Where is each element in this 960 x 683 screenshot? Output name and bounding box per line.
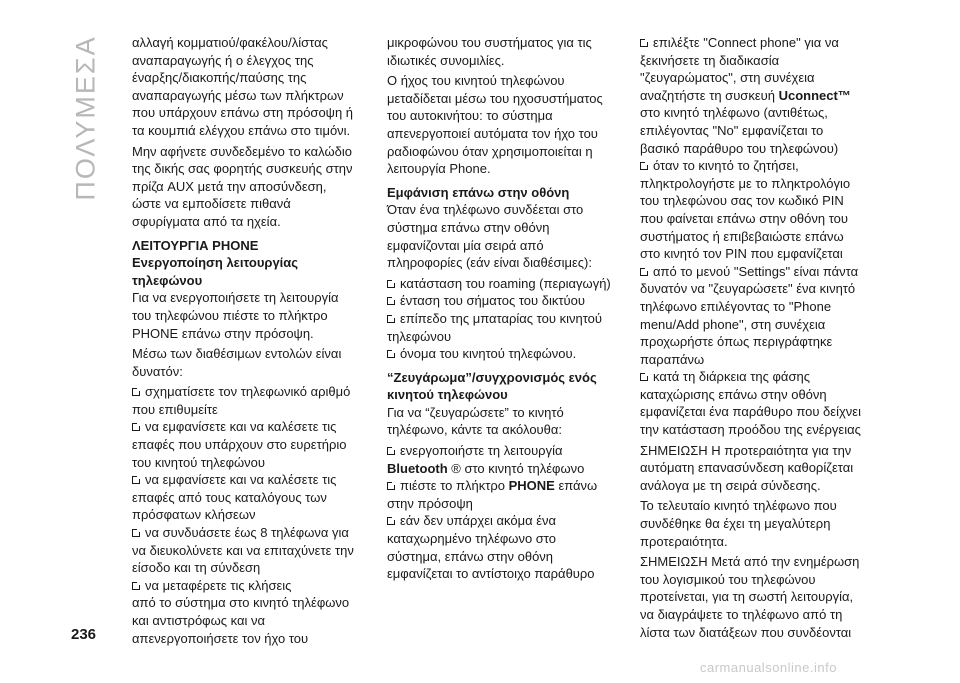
- paragraph: Μέσω των διαθέσιμων εντολών είναι δυνατόν:: [132, 346, 342, 379]
- text-column-1: [132, 34, 358, 647]
- bullet-icon: [132, 388, 140, 396]
- bullet-icon: [387, 517, 395, 525]
- section-heading: “Ζευγάρωμα”/συγχρονισμός ενός κινητού τηλεφώνου: [387, 369, 597, 403]
- list-item: πιέστε το πλήκτρο PHONE επάνω στην πρόσοψη: [387, 478, 598, 511]
- list-item: να εμφανίσετε και να καλέσετε τις επαφές που υπάρχουν στο ευρετήριο του κινητού τηλεφώνου: [132, 419, 347, 470]
- list-item: να εμφανίσετε και να καλέσετε τις επαφές από τους καταλόγους των πρόσφατων κλήσεων: [132, 472, 337, 523]
- bullet-icon: [387, 280, 395, 288]
- list-item: να συνδυάσετε έως 8 τηλέφωνα για να διευκολύνετε και να επιταχύνετε την είσοδο και τη σύνδεση: [132, 525, 354, 576]
- bullet-icon: [640, 268, 648, 276]
- text-column-3: [640, 34, 866, 644]
- list-item: ένταση του σήματος του δικτύου: [387, 292, 613, 310]
- subsection-heading: Ενεργοποίηση λειτουργίας τηλεφώνου: [132, 255, 299, 288]
- list-item: όταν το κινητό το ζητήσει, πληκτρολογήστε με το πληκτρολόγιο του τηλεφώνου σας τον κωδικό PIN που φαίνεται επάνω στην οθόνη του συστήματος ή επιβεβαιώστε επάνω στο κινητό τον PIN που εμφανίζεται: [640, 158, 851, 262]
- note-paragraph: ΣΗΜΕΙΩΣΗ Μετά από την ενημέρωση του λογισμικού του τηλεφώνου προτείνεται, για τη σωστή λειτουργία, να διαγράψετε το τηλέφωνο από τη λίστα των διατάξεων που συνδέονται: [640, 554, 860, 640]
- paragraph: αλλαγή κομματιού/φακέλου/λίστας αναπαραγωγής ή ο έλεγχος της έναρξης/διακοπής/παύσης της αναπαραγωγής μέσω των πλήκτρων που υπάρχουν επάνω στη πρόσοψη ή τα κουμπιά ελέγχου επάνω στο τιμόνι.: [132, 35, 354, 138]
- section-heading: ΛΕΙΤΟΥΡΓΙΑ PHONE: [132, 237, 259, 253]
- bullet-icon: [387, 482, 395, 490]
- paragraph: Ο ήχος του κινητού τηλεφώνου μεταδίδεται μέσω του ηχοσυστήματος του αυτοκινήτου: το σύστημα απενεργοποιεί αυτόματα τον ήχο του ραδιοφώνου όταν χρησιμοποιείται η λειτουργία Phone.: [387, 73, 603, 177]
- bullet-icon: [640, 373, 648, 381]
- bullet-icon: [387, 447, 395, 455]
- paragraph: Για να ενεργοποιήσετε τη λειτουργία του τηλεφώνου πιέστε το πλήκτρο PHONE επάνω στην πρόσοψη.: [132, 290, 339, 341]
- bullet-icon: [132, 582, 140, 590]
- bullet-icon: [640, 162, 648, 170]
- paragraph: μικροφώνου του συστήματος για τις ιδιωτικές συνομιλίες.: [387, 35, 592, 68]
- list-item: επίπεδο της μπαταρίας του κινητού τηλεφώνου: [387, 310, 602, 344]
- list-item: επιλέξτε "Connect phone" για να ξεκινήσετε τη διαδικασία "ζευγαρώματος", στη συνέχεια αναζητήστε τη συσκευή Uconnect™ στο κινητό τηλέφωνο (αντιθέτως, επιλέγοντας "No" εμφανίζεται το βασικό παράθυρο του τηλεφώνου): [640, 35, 851, 156]
- bullet-icon: [387, 350, 395, 358]
- bullet-icon: [387, 297, 395, 305]
- list-item: να μεταφέρετε τις κλήσεις: [132, 577, 358, 595]
- text-column-2: [387, 34, 613, 583]
- note-paragraph: ΣΗΜΕΙΩΣΗ Η προτεραιότητα για την αυτόματη επανασύνδεση καθορίζεται ανάλογα με τη σειρά σύνδεσης.: [640, 442, 854, 493]
- paragraph: Για να “ζευγαρώσετε” το κινητό τηλέφωνο, κάντε τα ακόλουθα:: [387, 404, 564, 438]
- bullet-icon: [640, 39, 648, 47]
- bullet-icon: [132, 476, 140, 484]
- list-item: ενεργοποιήστε τη λειτουργία Bluetooth ® στο κινητό τηλέφωνο: [387, 443, 585, 476]
- site-watermark: carmanualsonline.info: [700, 660, 837, 675]
- list-item: σχηματίσετε τον τηλεφωνικό αριθμό που επιθυμείτε: [132, 384, 351, 417]
- list-item: εάν δεν υπάρχει ακόμα ένα καταχωρημένο τηλέφωνο στο σύστημα, επάνω στην οθόνη εμφανίζεται το αντίστοιχο παράθυρο: [387, 513, 595, 582]
- page-number: 236: [71, 626, 97, 643]
- list-item: κατάσταση του roaming (περιαγωγή): [387, 275, 613, 293]
- paragraph: από το σύστημα στο κινητό τηλέφωνο και αντιστρόφως και να απενεργοποιήσετε τον ήχο του: [132, 595, 350, 646]
- section-title: ΠΟΛΥΜΕΣΑ: [70, 35, 101, 201]
- bullet-icon: [387, 315, 395, 323]
- bullet-icon: [132, 423, 140, 431]
- paragraph: Το τελευταίο κινητό τηλέφωνο που συνδέθηκε θα έχει τη μεγαλύτερη προτεραιότητα.: [640, 498, 837, 549]
- bullet-icon: [132, 529, 140, 537]
- list-item: όνομα του κινητού τηλεφώνου.: [387, 345, 613, 363]
- section-heading: Εμφάνιση επάνω στην οθόνη: [387, 184, 570, 200]
- paragraph: Όταν ένα τηλέφωνο συνδέεται στο σύστημα επάνω στην οθόνη εμφανίζονται μία σειρά από πληροφορίες (εάν είναι διαθέσιμες):: [387, 202, 592, 271]
- paragraph: Μην αφήνετε συνδεδεμένο το καλώδιο της δικής σας φορητής συσκευής στην πρίζα AUX μετά την αποσύνδεση, ώστε να εμποδίσετε πιθανά σφυρίγματα από τα ηχεία.: [132, 143, 353, 229]
- list-item: από το μενού "Settings" είναι πάντα δυνατόν να "ζευγαρώσετε" ένα κινητό τηλέφωνο επιλέγοντας το "Phone menu/Add phone", στη συνέχεια προχωρήστε όπως περιγράφτηκε παραπάνω: [640, 263, 859, 367]
- list-item: κατά τη διάρκεια της φάσης καταχώρισης επάνω στην οθόνη εμφανίζεται ένα παράθυρο που δείχνει την κατάσταση προόδου της ενέργειας: [640, 369, 861, 438]
- section-side-tab: [64, 28, 108, 208]
